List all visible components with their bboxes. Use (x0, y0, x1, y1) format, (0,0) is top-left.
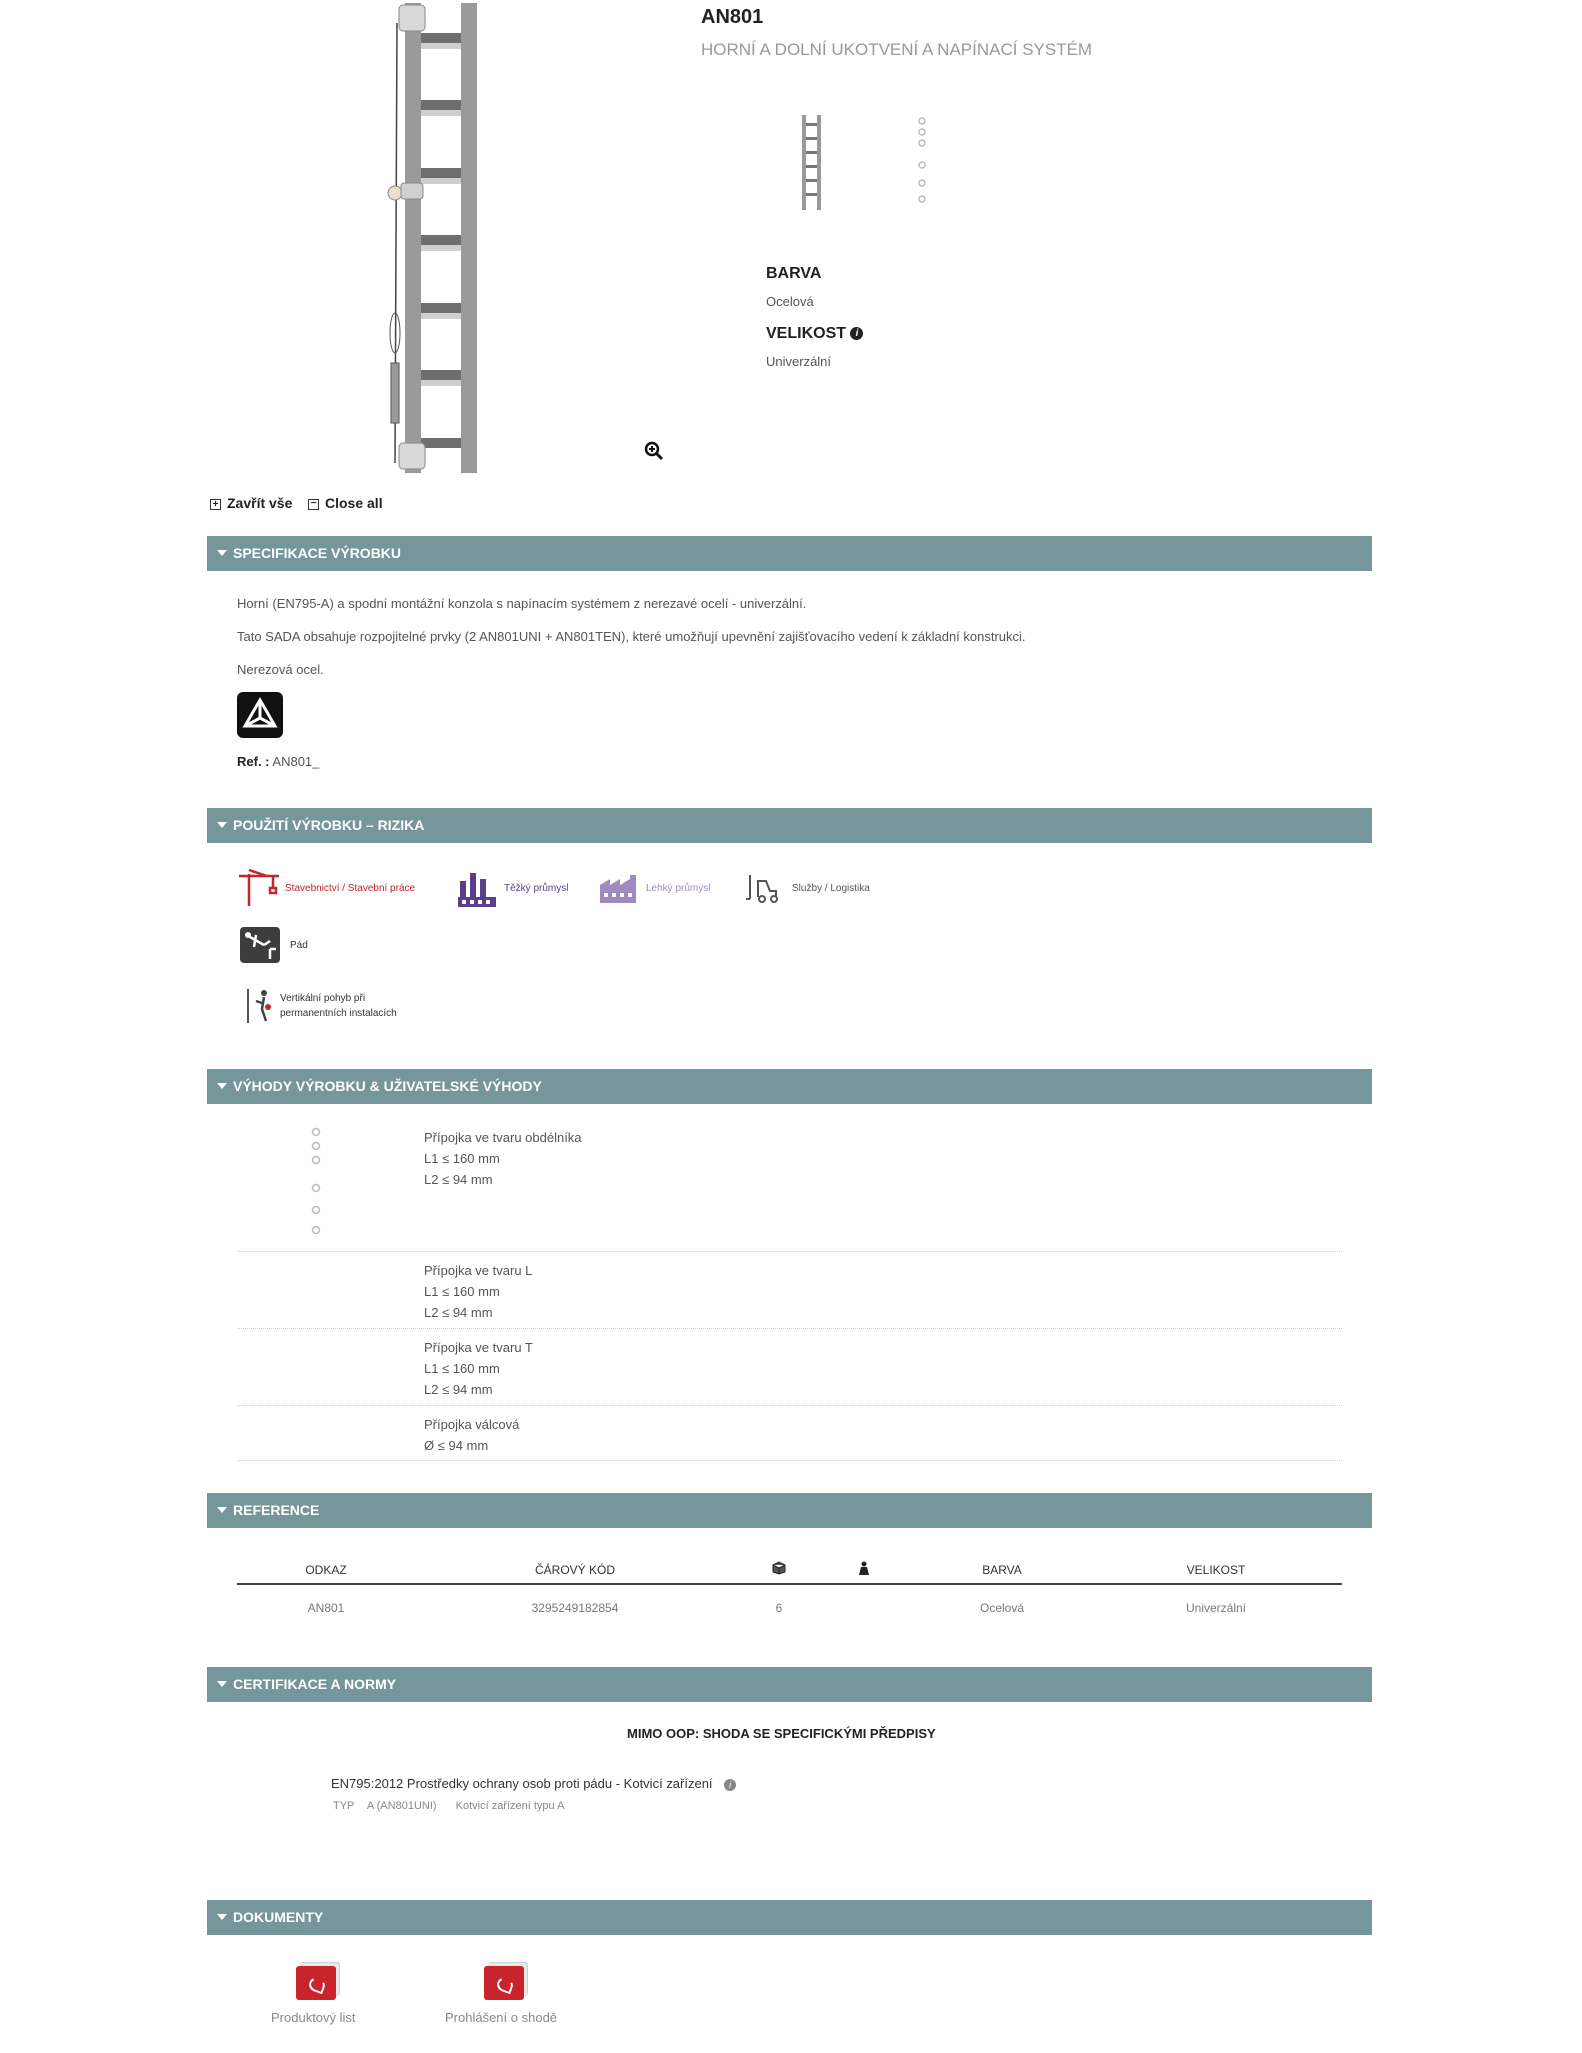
section-title: POUŽITÍ VÝROBKU – RIZIKA (233, 817, 425, 833)
activity-line-1: Vertikální pohyb při (280, 993, 366, 1004)
caret-down-icon (217, 1681, 227, 1687)
fall-icon (240, 927, 280, 963)
section-header-documents[interactable] (207, 1900, 1372, 1935)
cell-qty: 6 (775, 1601, 783, 1615)
ladder-illustration (385, 3, 495, 473)
size-label-text: VELIKOST (766, 325, 847, 342)
product-image[interactable] (385, 3, 495, 473)
risk-label: Pád (290, 939, 308, 951)
activity-vertical (244, 986, 397, 1026)
section-title: VÝHODY VÝROBKU & UŽIVATELSKÉ VÝHODY (233, 1078, 542, 1094)
benefit-title: Přípojka ve tvaru obdélníka (424, 1130, 582, 1145)
connectors-image (308, 1126, 324, 1238)
norm-type-row (333, 1800, 564, 1812)
expand-all-button[interactable] (210, 495, 292, 511)
table-header-rule (237, 1583, 1342, 1585)
pdf-icon[interactable] (484, 1966, 524, 2000)
type-label: TYP (333, 1800, 355, 1812)
ref-value: AN801_ (272, 754, 320, 769)
type-value: A (AN801UNI) (366, 1800, 437, 1812)
thumbnail-connectors[interactable] (914, 115, 930, 205)
section-header-certification[interactable] (207, 1667, 1372, 1702)
product-subtitle: HORNÍ A DOLNÍ UKOTVENÍ A NAPÍNACÍ SYSTÉM (701, 40, 1093, 59)
ce-marking-icon (237, 692, 283, 738)
person-icon (858, 1561, 870, 1575)
caret-down-icon (217, 1507, 227, 1513)
section-title: CERTIFIKACE A NORMY (233, 1676, 397, 1692)
sector-label: Služby / Logistika (792, 882, 870, 894)
benefit-line: L2 ≤ 94 mm (424, 1305, 493, 1320)
size-value: Univerzální (766, 354, 832, 369)
ref-label: Ref. : (237, 754, 270, 769)
caret-down-icon (217, 1083, 227, 1089)
risk-fall (240, 927, 308, 963)
type-description: Kotvicí zařízení typu A (455, 1800, 565, 1812)
plus-square-icon: + (210, 499, 221, 510)
benefit-line: L1 ≤ 160 mm (424, 1284, 500, 1299)
zoom-icon[interactable] (644, 441, 664, 461)
cell-ref: AN801 (307, 1601, 345, 1615)
spec-paragraph-3: Nerezová ocel. (237, 662, 324, 677)
cell-barcode: 3295249182854 (531, 1601, 619, 1615)
col-header-ref: ODKAZ (305, 1563, 347, 1577)
section-title: DOKUMENTY (233, 1909, 324, 1925)
activity-line-2: permanentních instalacích (280, 1008, 397, 1019)
color-value: Ocelová (766, 294, 814, 309)
spec-paragraph-2: Tato SADA obsahuje rozpojitelné prvky (2 AN801UNI + AN801TEN), které umožňují upevnění zajišťovacího vedení k základní konstrukci. (237, 629, 1026, 644)
activity-label (280, 991, 397, 1021)
sector-heavy-industry (456, 866, 568, 910)
color-label: BARVA (766, 265, 822, 282)
sector-label: Těžký průmysl (504, 882, 569, 894)
divider (237, 1405, 1342, 1406)
col-header-color: BARVA (982, 1563, 1022, 1577)
sector-logistics (744, 870, 870, 906)
box-icon (772, 1561, 786, 1575)
document-link-product-sheet[interactable]: Produktový list (271, 2010, 356, 2025)
collapse-all-label: Close all (325, 495, 383, 511)
section-title: SPECIFIKACE VÝROBKU (233, 545, 402, 561)
document-link-declaration[interactable]: Prohlášení o shodě (445, 2010, 558, 2025)
expand-all-label: Zavřít vše (227, 495, 293, 511)
benefit-title: Přípojka ve tvaru T (424, 1340, 533, 1355)
cell-color: Ocelová (979, 1601, 1025, 1615)
caret-down-icon (217, 822, 227, 828)
benefit-line: Ø ≤ 94 mm (424, 1438, 489, 1453)
section-header-specification[interactable] (207, 536, 1372, 571)
collapse-all-button[interactable] (308, 495, 383, 511)
benefit-item (424, 1127, 582, 1190)
factory-icon (456, 867, 498, 909)
forklift-icon (744, 871, 786, 905)
info-icon[interactable]: i (850, 327, 863, 340)
certification-heading: MIMO OOP: SHODA SE SPECIFICKÝMI PŘEDPISY (627, 1726, 936, 1741)
benefit-title: Přípojka ve tvaru L (424, 1263, 533, 1278)
thumbnail-ladder[interactable] (800, 115, 824, 210)
info-icon[interactable]: i (724, 1779, 736, 1791)
caret-down-icon (217, 550, 227, 556)
caret-down-icon (217, 1914, 227, 1920)
sector-label: Stavebnictví / Stavební práce (285, 882, 416, 894)
benefit-line: L2 ≤ 94 mm (424, 1172, 493, 1187)
spec-paragraph-1: Horní (EN795-A) a spodní montážní konzola s napínacím systémem z nerezavé ocelí - univerzální. (237, 596, 807, 611)
benefit-item (424, 1337, 533, 1400)
sector-label: Lehký průmysl (646, 882, 711, 894)
section-header-reference[interactable] (207, 1493, 1372, 1528)
section-title: REFERENCE (233, 1502, 320, 1518)
spec-ref (237, 754, 319, 769)
divider (237, 1251, 1342, 1252)
benefit-line: L2 ≤ 94 mm (424, 1382, 493, 1397)
vertical-climb-icon (244, 987, 274, 1025)
col-header-barcode: ČÁROVÝ KÓD (534, 1563, 616, 1577)
benefit-item (424, 1260, 532, 1323)
norm-row (331, 1776, 736, 1791)
benefit-line: L1 ≤ 160 mm (424, 1151, 500, 1166)
divider (237, 1328, 1342, 1329)
benefit-item (424, 1414, 519, 1456)
product-code: AN801 (701, 6, 764, 28)
sector-light-industry (598, 870, 710, 906)
size-label (766, 325, 863, 343)
pdf-icon[interactable] (296, 1966, 336, 2000)
crane-icon (237, 868, 281, 908)
light-factory-icon (598, 871, 640, 905)
benefit-title: Přípojka válcová (424, 1417, 520, 1432)
norm-text: EN795:2012 Prostředky ochrany osob proti pádu - Kotvicí zařízení (331, 1776, 713, 1791)
minus-square-icon: − (308, 499, 319, 510)
sector-construction (237, 868, 415, 908)
cell-size: Univerzální (1185, 1601, 1247, 1615)
section-header-usage[interactable] (207, 808, 1372, 843)
section-header-benefits[interactable] (207, 1069, 1372, 1104)
benefit-line: L1 ≤ 160 mm (424, 1361, 500, 1376)
divider (237, 1460, 1342, 1461)
col-header-size: VELIKOST (1186, 1563, 1246, 1577)
